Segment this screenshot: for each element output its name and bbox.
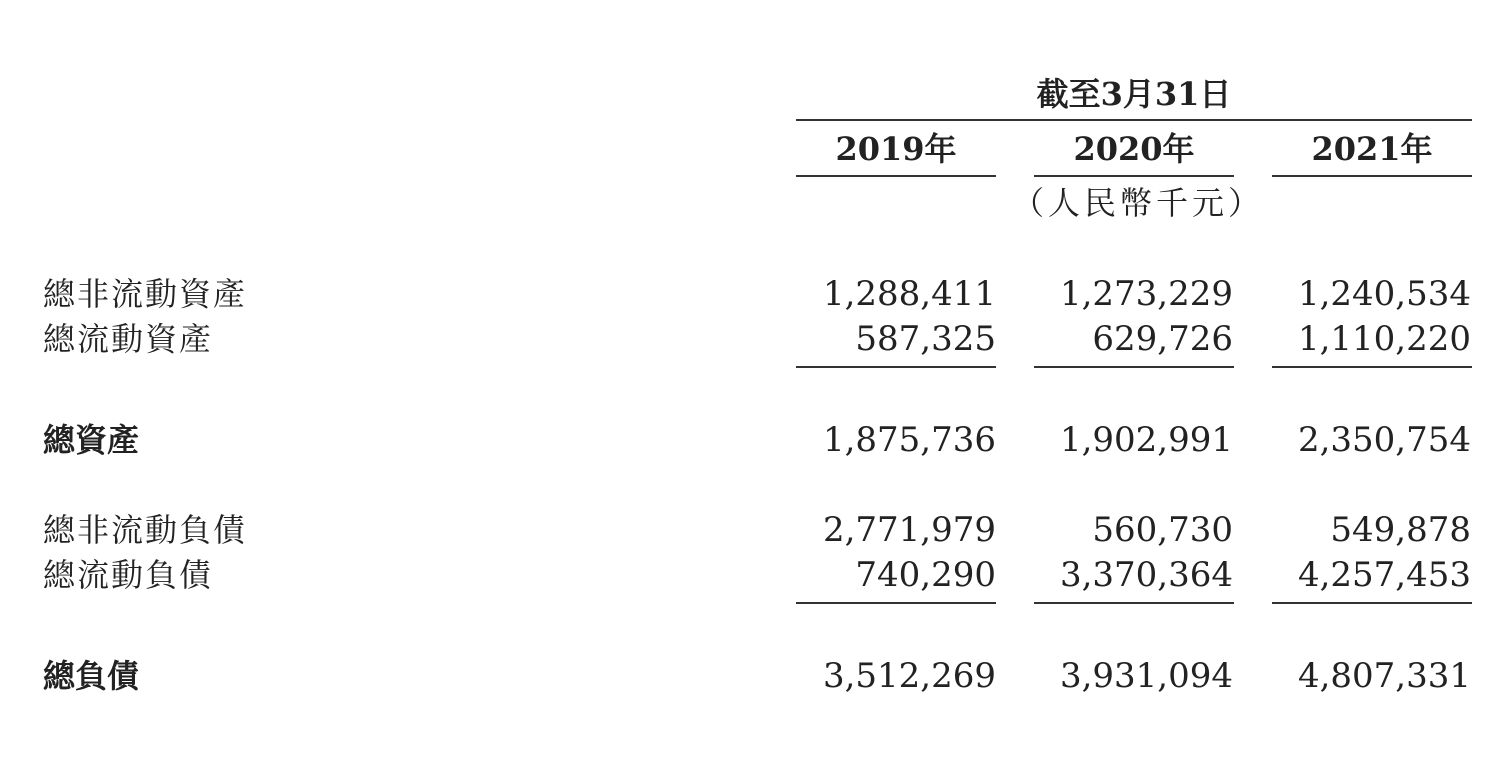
table-cell: 1,288,411 — [822, 274, 996, 314]
table-cell: 1,110,220 — [1297, 319, 1471, 359]
table-cell: 629,726 — [1092, 319, 1233, 359]
subtotal-rule — [796, 602, 996, 604]
subtotal-rule — [796, 366, 996, 368]
row-label: 總非流動資產 — [43, 275, 248, 313]
table-cell: 1,273,229 — [1059, 274, 1233, 314]
table-cell: 1,902,991 — [1059, 420, 1233, 460]
year-rule-2021 — [1272, 175, 1472, 177]
subtotal-rule — [1272, 366, 1472, 368]
table-cell: 740,290 — [855, 555, 996, 595]
row-label: 總流動負債 — [43, 556, 214, 594]
table-cell: 549,878 — [1330, 510, 1471, 550]
unit-label: （人民幣千元） — [1012, 184, 1265, 222]
row-label-total: 總資產 — [43, 421, 140, 459]
year-header-2021: 2021年 — [1311, 130, 1433, 168]
subtotal-rule — [1272, 602, 1472, 604]
year-header-2019: 2019年 — [835, 130, 957, 168]
table-cell: 587,325 — [855, 319, 996, 359]
table-cell: 4,807,331 — [1297, 656, 1471, 696]
table-cell: 3,931,094 — [1059, 656, 1233, 696]
table-cell: 1,240,534 — [1297, 274, 1471, 314]
year-rule-2019 — [796, 175, 996, 177]
period-header: 截至3月31日 — [1036, 75, 1232, 113]
row-label: 總非流動負債 — [43, 511, 248, 549]
table-cell: 2,771,979 — [822, 510, 996, 550]
year-rule-2020 — [1034, 175, 1234, 177]
table-cell: 560,730 — [1092, 510, 1233, 550]
table-cell: 2,350,754 — [1297, 420, 1471, 460]
table-cell: 4,257,453 — [1297, 555, 1471, 595]
row-label-total: 總負債 — [43, 657, 140, 695]
subtotal-rule — [1034, 366, 1234, 368]
table-cell: 1,875,736 — [822, 420, 996, 460]
table-cell: 3,370,364 — [1059, 555, 1233, 595]
row-label: 總流動資產 — [43, 320, 214, 358]
subtotal-rule — [1034, 602, 1234, 604]
header-rule — [796, 119, 1472, 121]
year-header-2020: 2020年 — [1073, 130, 1195, 168]
table-cell: 3,512,269 — [822, 656, 996, 696]
